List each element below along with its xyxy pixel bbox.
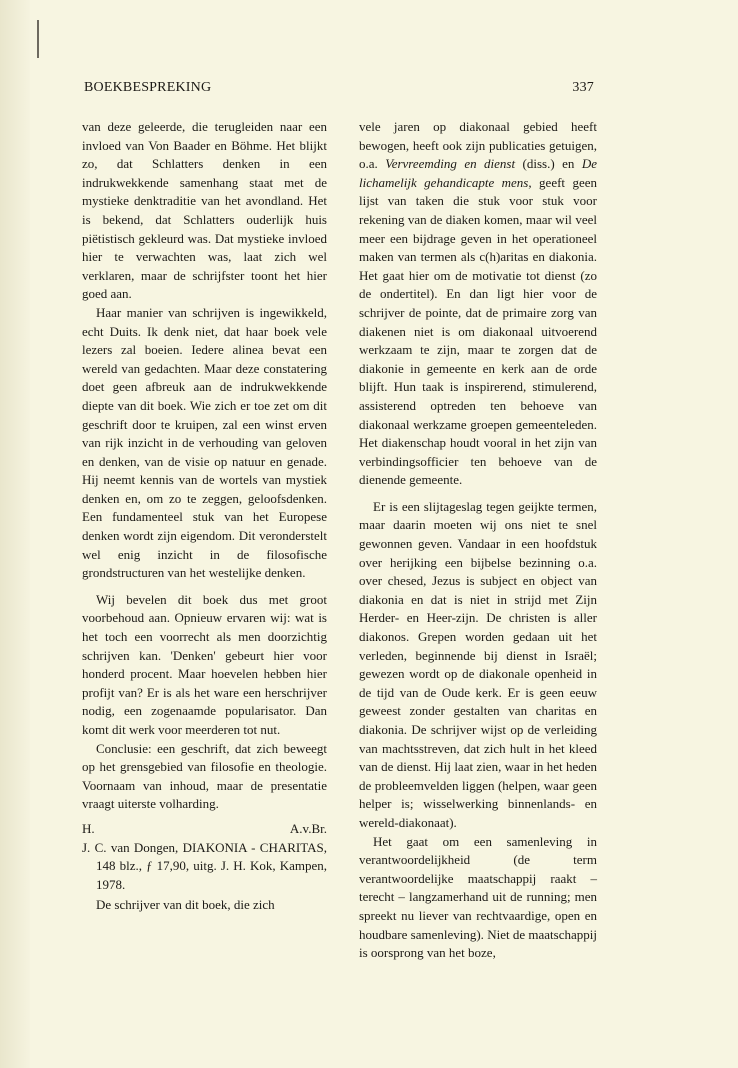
book-title: Vervreemding en dienst [385,156,516,172]
paragraph: Het gaat om een samenleving in verantwoordelijkheid (de term verantwoordelijke maatschappij raakt – terecht – langzamerhand uit de running; men spreekt nu liever van rechtvaardige, open en houdbare samenleving). Niet de maatschappij is oorsprong van het boze, [359,833,597,961]
paragraph: van deze geleerde, die terugleiden naar een invloed van Von Baader en Böhme. Het blijkt zo, dat Schlatters denken in een indrukwekkende samenhang staat met de mystieke denktraditie van het avondland. Het is bekend, dat Schlatters ouderlijk huis piëtistisch gekleurd was. Dat mystieke invloed hier te verwachten was, laat zich wel verklaren, maar de schrijfster toont het hier goed aan. [82,119,327,302]
paragraph: Er is een slijtageslag tegen geijkte termen, maar daarin moeten wij ons niet te snel gewonnen geven. Vandaar in een hoofdstuk over herijking een bijbelse bezinning o.a. over chesed, Jezus is subject en object van diakonia en dat is niet in strijd met Zijn Herder- en Heer-zijn. De christen is aller diakonos. Grepen worden gedaan uit het verleden, beginnende bij dienst in Israël; gewezen wordt op de diakonale openheid in de tijd van de Oude kerk. Er is geen eeuw geweest zonder gestalten van charitas en diakonia. De schrijver wijst op de verleiding van machtsstreven, dat zich hult in het kleed van de dienst. Hij laat zien, waar in het heden de probleemvelden liggen (helpen, waar geen helper is; wisselwerking binnenlands- en wereld-diakonaat). [359,498,597,830]
right-column [359,118,597,963]
signature-author: A.v.Br. [289,820,327,836]
text-run: (diss.) en [515,156,582,172]
page-number: 337 [572,80,594,95]
binding-mark [37,20,39,58]
paragraph: Conclusie: een geschrift, dat zich beweegt op het grensgebied van filosofie en theologie. Voornaam van inhoud, maar de presentatie vraagt uiterste volharding. [82,740,327,812]
paragraph: De schrijver van dit boek, die zich [96,897,275,913]
paragraph: Wij bevelen dit boek dus met groot voorbehoud aan. Opnieuw ervaren wij: wat is het toch een voorrecht als men doorzichtig schrijven kan. 'Denken' gebeurt hier voor honderd procent. Maar hoevelen hebben hier profijt van? Er is als het ware een herschrijver nodig, een zogenaamde popularisator. Dan komt dit werk voor meerderen tot nut. [82,591,327,737]
signature-initial: H. [82,820,95,836]
page-edge-shadow [0,0,30,1068]
book-title: De lichamelijk gehandicapte mens, [359,156,597,190]
paragraph [359,118,597,490]
left-column [82,118,327,915]
paragraph: Haar manier van schrijven is ingewikkeld, echt Duits. Ik denk niet, dat haar boek vele lezers zal boeien. Iedere alinea bevat een wereld van gedachten. Maar deze constatering doet geen afbreuk aan de indrukwekkende diepte van dit boek. Wie zich er toe zet om dit geschrift door te kruipen, zal een winst erven van rijk inzicht in de verhouding van geloven en denken, van de visie op natuur en genade. Hij neemt kennis van de wortels van mystiek denken en, om zo te zeggen, geloofsdenken. Een fundamenteel stuk van het Europese denken wordt zijn eigendom. Dit veronderstelt wel enig inzicht in de filosofische grondstructuren van het westelijke denken. [82,304,327,581]
running-header [84,80,594,96]
review-signature [82,820,327,839]
text-run: vele jaren op diakonaal gebied heeft bewogen, heeft ook zijn publicaties getuigen, o.a. [359,119,597,172]
section-title: BOEKBESPREKING [84,80,212,95]
book-reference: J. C. van Dongen, DIAKONIA - CHARITAS, 148 blz., ƒ 17,90, uitg. J. H. Kok, Kampen, 1978. [82,839,327,892]
text-run: geeft geen lijst van taken die stuk voor stuk voor rekening van de diaken komen, maar wil veel meer een bijdrage geven in het operationeel maken van termen als c(h)aritas en diakonia. Het gaat hier om de motivatie tot dienst (zo de ondertitel). En dan ligt hier voor de schrijver de pointe, dat de primaire zorg van diakenen niet is om diakonaal uitvoerend werkzaam te zijn, maar te zorgen dat de diakonie in gemeente en kerk aan de orde blijft. Hun taak is inspirerend, stimulerend, assisterend optreden ten behoeve van diakonaal werkzame groepen gemeenteleden. Het diakenschap houdt vooral in het zijn van verbindingsofficier ten behoeve van de dienende gemeente. [359,174,597,488]
